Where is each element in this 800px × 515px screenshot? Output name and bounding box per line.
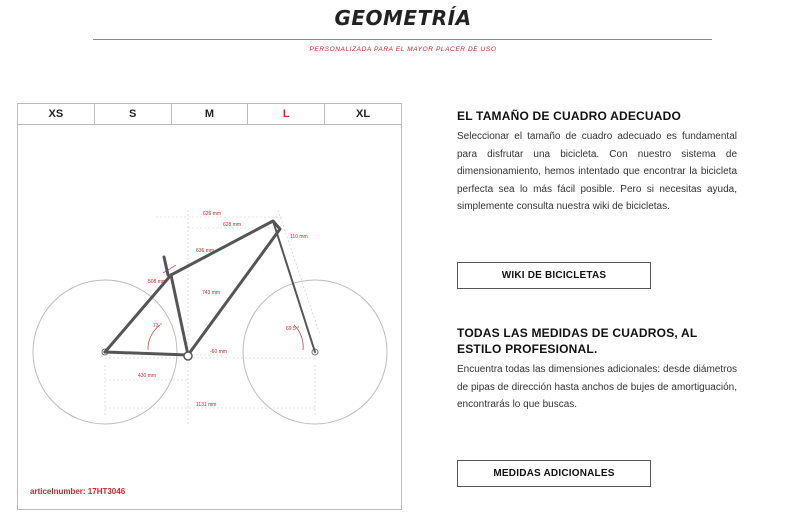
- label-seat-tube: 508 mm: [148, 279, 167, 285]
- label-stack: 743 mm: [202, 290, 221, 296]
- label-reach: 636 mm: [196, 248, 215, 254]
- label-top-tube-horizontal: 626 mm: [203, 211, 222, 217]
- measurements-text: Encuentra todas las dimensiones adicionales: desde diámetros de pipas de dirección hasta anchos de bujes de amortiguación, encontrarás lo que buscas.: [457, 364, 737, 411]
- bottom-bracket: [184, 352, 192, 360]
- label-seat-angle: 73 °: [153, 323, 162, 329]
- additional-measurements-button[interactable]: MEDIDAS ADICIONALES: [457, 460, 651, 487]
- size-tab-xl[interactable]: XL: [325, 104, 401, 124]
- label-bb-drop: -60 mm: [210, 349, 227, 355]
- size-tab-s[interactable]: S: [95, 104, 172, 124]
- size-tab-m[interactable]: M: [172, 104, 249, 124]
- label-head-angle: 69.5 °: [286, 326, 300, 332]
- bike-frame: [105, 221, 315, 355]
- size-tabs: [18, 104, 401, 125]
- bike-geometry-diagram: [18, 125, 401, 485]
- frame-size-text: Seleccionar el tamaño de cuadro adecuado es fundamental para disfrutar una bicicleta. Con nuestro sistema de dimensionamiento, hemos intentado que encontrar la bicicleta perfecta sea lo más fácil posible. Pero si necesitas ayuda, simplemente consulta nuestra wiki de bicicletas.: [457, 131, 737, 213]
- article-number: articelnumber: 17HT3046: [30, 487, 126, 496]
- page-title: GEOMETRÍA: [334, 6, 472, 30]
- frame-size-section: [457, 108, 737, 216]
- bike-wiki-button[interactable]: WIKI DE BICICLETAS: [457, 262, 651, 289]
- measurements-section: [457, 325, 737, 414]
- label-chainstay: 430 mm: [138, 373, 157, 379]
- measurements-heading: TODAS LAS MEDIDAS DE CUADROS, AL ESTILO PROFESIONAL.: [457, 326, 698, 356]
- geometry-panel: [17, 103, 402, 510]
- label-top-tube-actual: 628 mm: [223, 222, 242, 228]
- frame-size-heading: EL TAMAÑO DE CUADRO ADECUADO: [457, 109, 682, 123]
- size-tab-xs[interactable]: XS: [18, 104, 95, 124]
- size-tab-l[interactable]: L: [248, 104, 325, 124]
- page-subtitle: PERSONALIZADA PARA EL MAYOR PLACER DE USO: [309, 46, 497, 53]
- title-divider: [93, 39, 712, 40]
- label-head-tube: 110 mm: [290, 234, 308, 240]
- label-wheelbase: 1131 mm: [196, 402, 217, 408]
